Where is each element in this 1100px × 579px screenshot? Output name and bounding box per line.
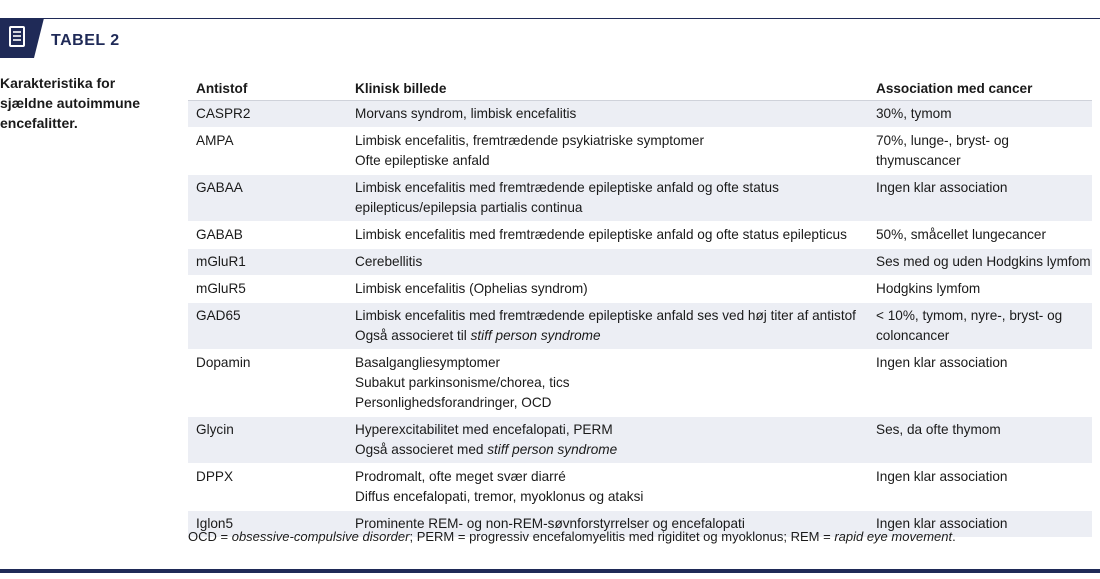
cell-antistof: GABAA [188,175,347,222]
cell-antistof: GAD65 [188,303,347,350]
cell-antistof: Dopamin [188,350,347,417]
cell-cancer: < 10%, tymom, nyre-, bryst- og coloncancer [868,303,1092,350]
cell-klinisk [347,128,868,175]
cell-klinisk [347,350,868,417]
klinisk-line: Prodromalt, ofte meget svær diarré [355,469,566,484]
footnote-italic: obsessive-compulsive disorder [231,529,410,544]
table-header-row [188,78,1092,101]
data-table [188,78,1092,538]
klinisk-line: Diffus encefalopati, tremor, myoklonus og ataksi [355,489,644,504]
klinisk-italic: stiff person syndrome [487,442,618,457]
table-footnote [188,529,956,544]
bottom-rule [0,569,1100,573]
cell-cancer: Ses, da ofte thymom [868,417,1092,464]
cell-antistof: mGluR5 [188,276,347,303]
footnote-italic: rapid eye movement [834,529,953,544]
cell-klinisk [347,222,868,249]
cell-antistof: DPPX [188,464,347,511]
cell-klinisk [347,101,868,128]
footnote-text: ; PERM = progressiv encefalomyelitis med rigiditet og myoklonus; REM = [409,529,835,544]
footnote-text: OCD = [188,529,232,544]
cell-cancer: Ingen klar association [868,175,1092,222]
klinisk-line [355,326,868,346]
klinisk-line: Subakut parkinsonisme/chorea, tics [355,375,570,390]
cell-klinisk [347,464,868,511]
cell-cancer: Ingen klar association [868,350,1092,417]
cell-antistof: Glycin [188,417,347,464]
table-row [188,417,1092,464]
cell-klinisk [347,276,868,303]
table-label: TABEL 2 [51,32,120,49]
klinisk-line: Limbisk encefalitis, fremtrædende psykiatriske symptomer [355,133,705,148]
klinisk-line: Limbisk encefalitis (Ophelias syndrom) [355,281,588,296]
table-row [188,222,1092,249]
cell-klinisk [347,175,868,222]
table-row [188,276,1092,303]
table-row [188,303,1092,350]
cell-antistof: AMPA [188,128,347,175]
cell-antistof: mGluR1 [188,249,347,276]
klinisk-line: Personlighedsforandringer, OCD [355,395,552,410]
cell-cancer: 30%, tymom [868,101,1092,128]
table-row [188,101,1092,128]
klinisk-line: Cerebellitis [355,254,423,269]
cell-cancer: Ses med og uden Hodgkins lymfom [868,249,1092,276]
cell-klinisk [347,249,868,276]
klinisk-line: Basalgangliesymptomer [355,355,501,370]
klinisk-prefix: Også associeret til [355,328,471,343]
column-header-antistof: Antistof [188,78,347,101]
footnote-text: . [952,529,956,544]
cell-cancer: Ingen klar association [868,464,1092,511]
klinisk-line: Morvans syndrom, limbisk encefalitis [355,106,577,121]
table-row [188,175,1092,222]
column-header-klinisk: Klinisk billede [347,78,868,101]
klinisk-line: Ofte epileptiske anfald [355,153,490,168]
table-row [188,128,1092,175]
document-list-icon [0,18,44,58]
klinisk-line: Limbisk encefalitis med fremtrædende epileptiske anfald ses ved høj titer af antistof [355,308,856,323]
cell-cancer: Ingen klar association [868,511,1092,538]
cell-klinisk [347,303,868,350]
klinisk-line: Prominente REM- og non-REM-søvnforstyrrelser og encefalopati [355,516,745,531]
klinisk-line: Limbisk encefalitis med fremtrædende epileptiske anfald og ofte status epilepticus [355,227,847,242]
klinisk-line: epilepticus/epilepsia partialis continua [355,200,583,215]
table-badge [0,18,44,58]
cell-cancer: 70%, lunge-, bryst- og thymuscancer [868,128,1092,175]
table-row [188,249,1092,276]
cell-klinisk [347,417,868,464]
klinisk-line: Hyperexcitabilitet med encefalopati, PERM [355,422,613,437]
table-row [188,350,1092,417]
klinisk-line [355,440,868,460]
cell-antistof: CASPR2 [188,101,347,128]
klinisk-italic: stiff person syndrome [470,328,601,343]
klinisk-line: Limbisk encefalitis med fremtrædende epileptiske anfald og ofte status [355,180,779,195]
cell-antistof: GABAB [188,222,347,249]
table-caption: Karakteristika for sjældne autoimmune encefalitter. [0,75,141,131]
klinisk-prefix: Også associeret med [355,442,488,457]
cell-antistof: Iglon5 [188,511,347,538]
table-row [188,464,1092,511]
cell-cancer: 50%, småcellet lungecancer [868,222,1092,249]
top-rule [0,18,1100,19]
cell-cancer: Hodgkins lymfom [868,276,1092,303]
column-header-cancer: Association med cancer [868,78,1092,101]
